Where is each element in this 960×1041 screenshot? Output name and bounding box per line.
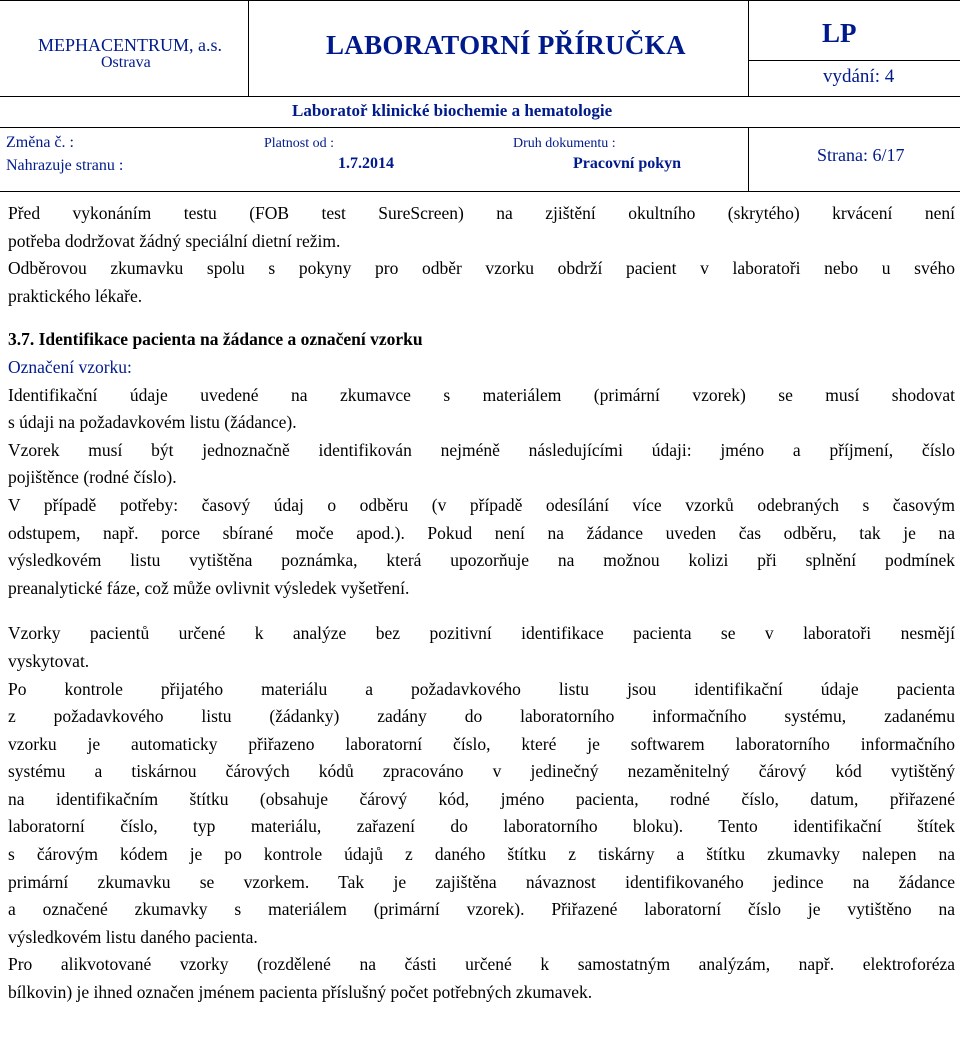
text-line: laboratorní číslo, typ materiálu, zařazení do laboratorního bloku). Tento identifikační štítek bbox=[8, 816, 955, 837]
header-mid-border bbox=[0, 96, 960, 97]
company-city: Ostrava bbox=[101, 54, 151, 71]
header-divider-3 bbox=[748, 127, 749, 191]
paragraph-diet bbox=[8, 200, 955, 255]
text-line: Vzorky pacientů určené k analýze bez pozitivní identifikace pacienta se v laboratoři nesmějí bbox=[8, 623, 955, 644]
text-line: z požadavkového listu (žádanky) zadány do laboratorního informačního systému, zadanému bbox=[8, 706, 955, 727]
text-line: Po kontrole přijatého materiálu a požadavkového listu jsou identifikační údaje pacienta bbox=[8, 678, 955, 699]
paragraph-id-minimum bbox=[8, 437, 955, 492]
text-line: praktického lékaře. bbox=[8, 285, 143, 306]
text-line: V případě potřeby: časový údaj o odběru (v případě odesílání více vzorků odebraných s časovým bbox=[8, 494, 955, 515]
text-line: preanalytické fáze, což může ovlivnit výsledek vyšetření. bbox=[8, 577, 410, 598]
text-line: a označené zkumavky s materiálem (primární vzorek). Přiřazené laboratorní číslo je vytištěno na bbox=[8, 899, 955, 920]
text-line: výsledkovém listu vytištěna poznámka, která upozorňuje na možnou kolizi při splnění podmínek bbox=[8, 550, 955, 571]
change-label: Změna č. : bbox=[6, 134, 74, 151]
paragraph-id-match bbox=[8, 382, 955, 437]
text-line: Před vykonáním testu (FOB test SureScreen) na zjištění okultního (skrytého) krvácení není bbox=[8, 203, 955, 223]
paragraph-aliquots bbox=[8, 951, 955, 1006]
page-number: Strana: 6/17 bbox=[817, 145, 905, 165]
text-line: bílkovin) je ihned označen jménem pacienta příslušný počet potřebných zkumavek. bbox=[8, 982, 593, 1003]
laboratory-name: Laboratoř klinické biochemie a hematologie bbox=[292, 101, 613, 120]
document-header bbox=[0, 0, 960, 192]
header-top-border bbox=[0, 0, 960, 1]
text-line: systému a tiskárnou čárových kódů zpracováno v jedinečný nezaměnitelný čárový kód vytištěný bbox=[8, 761, 955, 782]
paragraph-gap bbox=[8, 602, 955, 620]
document-title: LABORATORNÍ PŘÍRUČKA bbox=[326, 30, 686, 60]
header-lab-border bbox=[0, 127, 960, 128]
text-line: vzorku je automaticky přiřazeno laboratorní číslo, které je softwarem laboratorního informačního bbox=[8, 733, 955, 754]
company-name: MEPHACENTRUM, a.s. bbox=[38, 35, 223, 55]
text-line: na identifikačním štítku (obsahuje čárový kód, jméno pacienta, rodné číslo, datum, přiřazené bbox=[8, 788, 955, 809]
text-line: Odběrovou zkumavku spolu s pokyny pro odběr vzorku obdrží pacient v laboratoři nebo u svého bbox=[8, 258, 955, 279]
text-line: potřeba dodržovat žádný speciální dietní režim. bbox=[8, 230, 341, 251]
text-line: pojištěnce (rodné číslo). bbox=[8, 467, 177, 488]
paragraph-no-id bbox=[8, 620, 955, 675]
text-line: s čárovým kódem je po kontrole údajů z daného štítku z tiskárny a štítku zkumavky nalepen na bbox=[8, 844, 955, 865]
paragraph-time bbox=[8, 492, 955, 602]
section-heading: 3.7. Identifikace pacienta na žádance a označení vzorku bbox=[8, 329, 423, 350]
text-line: Vzorek musí být jednoznačně identifikován nejméně následujícími údaji: jméno a příjmení, číslo bbox=[8, 439, 955, 460]
replaces-label: Nahrazuje stranu : bbox=[6, 157, 124, 174]
text-line: Pro alikvotované vzorky (rozdělené na části určené k samostatným analýzám, např. elektroforéza bbox=[8, 954, 955, 975]
document-body bbox=[8, 200, 955, 1007]
text-line: Identifikační údaje uvedené na zkumavce s materiálem (primární vzorek) se musí shodovat bbox=[8, 384, 955, 405]
header-bottom-border bbox=[0, 191, 960, 192]
paragraph-tube bbox=[8, 255, 955, 310]
document-edition: vydání: 4 bbox=[823, 66, 895, 87]
doctype-label: Druh dokumentu : bbox=[513, 136, 616, 151]
header-divider-1 bbox=[248, 0, 249, 96]
header-code-border bbox=[748, 60, 960, 61]
header-divider-2 bbox=[748, 0, 749, 96]
text-line: výsledkovém listu daného pacienta. bbox=[8, 926, 258, 947]
text-line: primární zkumavku se vzorkem. Tak je zajištěna návaznost identifikovaného jedince na žádance bbox=[8, 871, 955, 892]
text-line: s údaji na požadavkovém listu (žádance). bbox=[8, 412, 297, 433]
paragraph-lis-processing bbox=[8, 676, 955, 952]
text-line: odstupem, např. porce sbírané moče apod.). Pokud není na žádance uveden čas odběru, tak je na bbox=[8, 522, 955, 543]
section-subheading: Označení vzorku: bbox=[8, 356, 132, 377]
validity-value: 1.7.2014 bbox=[338, 155, 394, 172]
document-code: LP bbox=[822, 18, 857, 48]
validity-label: Platnost od : bbox=[264, 136, 335, 151]
text-line: vyskytovat. bbox=[8, 650, 90, 671]
doctype-value: Pracovní pokyn bbox=[573, 155, 682, 172]
